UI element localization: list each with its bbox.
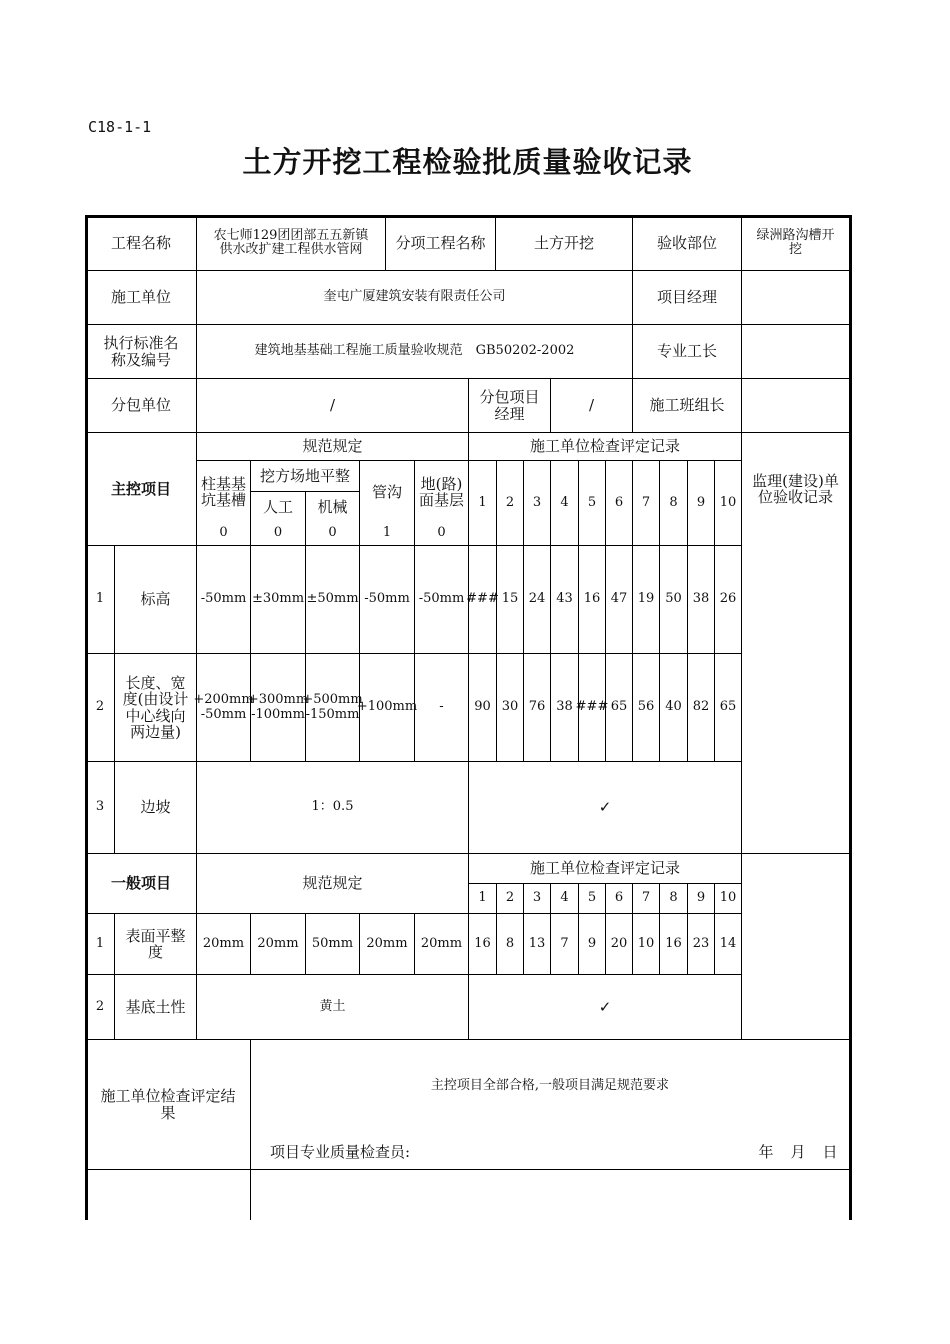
check-value: 14 <box>719 935 737 951</box>
spec-value: 20mm <box>202 935 245 951</box>
check-value: 8 <box>505 935 515 951</box>
check-value: 76 <box>528 699 546 715</box>
check-number: 7 <box>641 890 651 906</box>
contractor-value: 奎屯广厦建筑安装有限责任公司 <box>323 289 506 305</box>
sub-pm-label <box>469 379 550 432</box>
check-value: 30 <box>501 699 519 715</box>
check-number: 6 <box>614 890 624 906</box>
check-number: 9 <box>696 890 706 906</box>
check-number: 2 <box>505 890 515 906</box>
check-value: 20 <box>610 935 628 951</box>
row-number: 2 <box>95 699 105 715</box>
check-value: 38 <box>556 699 573 715</box>
date-month: 月 <box>790 1142 806 1161</box>
check-number: 10 <box>719 890 737 906</box>
check-value: 65 <box>719 699 737 715</box>
spec-value: -50mm <box>364 591 410 607</box>
check-value: 13 <box>528 935 546 951</box>
grid-line <box>86 1169 850 1170</box>
check-value: 56 <box>637 699 655 715</box>
slope-check-mark: ✓ <box>598 798 612 817</box>
team-leader-label: 施工班组长 <box>649 396 725 415</box>
page-title: 土方开挖工程检验批质量验收记录 <box>242 145 693 179</box>
row-number: 3 <box>95 799 105 815</box>
col-manual-label: 人工 <box>262 497 293 516</box>
col-pit-value: 0 <box>219 524 228 540</box>
col-ground-line: 面基层 <box>418 491 464 509</box>
general-spec-label: 规范规定 <box>302 874 363 893</box>
col-pit-line: 坑基槽 <box>200 491 246 509</box>
item-name-line: 度 <box>147 943 163 961</box>
spec-value <box>247 654 309 761</box>
project-name-label: 工程名称 <box>110 233 171 252</box>
conclusion-label <box>86 1040 250 1169</box>
item-name-line: 长度、宽 <box>125 673 186 692</box>
general-check-record-label: 施工单位检查评定记录 <box>529 859 680 878</box>
main-check-record-label: 施工单位检查评定记录 <box>529 437 680 456</box>
item-name: 边坡 <box>140 798 171 817</box>
row-number: 2 <box>95 998 105 1014</box>
check-value: 43 <box>556 591 573 607</box>
spec-value: +100mm <box>356 699 418 715</box>
check-value: 10 <box>637 935 655 951</box>
check-number: 3 <box>532 890 542 906</box>
col-manual-value: 0 <box>273 524 283 540</box>
check-value: 24 <box>528 591 546 607</box>
check-number: 10 <box>719 494 737 510</box>
supervision-label <box>742 433 849 545</box>
soil-spec: 黄土 <box>319 998 346 1014</box>
check-value: 19 <box>637 591 655 607</box>
general-section-label: 一般项目 <box>110 874 171 893</box>
row-number: 1 <box>95 591 105 607</box>
spec-line: -50mm <box>200 706 247 722</box>
check-number: 5 <box>587 494 597 510</box>
check-number: 8 <box>669 494 678 510</box>
sub-pm-value: / <box>588 396 595 415</box>
date-day: 日 <box>822 1142 838 1161</box>
spec-value: -50mm <box>418 591 465 607</box>
conclusion-label-line: 施工单位检查评定结 <box>100 1087 236 1105</box>
check-number: 1 <box>478 890 487 906</box>
foreman-label: 专业工长 <box>656 342 717 361</box>
check-number: 2 <box>505 494 515 510</box>
check-value: ### <box>466 591 499 607</box>
supervision-label-line: 监理(建设)单 <box>752 471 839 490</box>
check-number: 4 <box>560 890 569 906</box>
check-number: 8 <box>669 890 678 906</box>
project-name-value <box>197 216 385 270</box>
sub-pm-label-line: 分包项目 <box>479 388 540 406</box>
col-pit-label <box>197 472 250 512</box>
spec-value <box>193 654 254 761</box>
col-site-label: 挖方场地平整 <box>259 466 350 485</box>
spec-value: ±30mm <box>251 591 305 607</box>
main-section-label: 主控项目 <box>110 479 171 498</box>
item-name <box>115 914 196 974</box>
standard-label-line: 称及编号 <box>110 350 171 369</box>
item-name-line: 两边量) <box>130 723 181 741</box>
item-name: 标高 <box>140 590 171 609</box>
date-year: 年 <box>758 1142 774 1161</box>
spec-value: -50mm <box>200 591 247 607</box>
item-name-line: 中心线向 <box>125 706 186 725</box>
conclusion-label-line: 果 <box>160 1103 176 1122</box>
spec-value: 20mm <box>257 935 299 951</box>
check-value: 16 <box>583 591 601 607</box>
check-value: 50 <box>665 591 682 607</box>
acceptance-part-line: 挖 <box>788 242 802 257</box>
spec-value <box>302 654 363 761</box>
standard-label-line: 执行标准名 <box>103 334 179 352</box>
check-value: 7 <box>560 935 569 951</box>
sub-project-label: 分项工程名称 <box>395 233 486 252</box>
project-manager-label: 项目经理 <box>656 288 717 307</box>
acceptance-part-label: 验收部位 <box>656 233 717 252</box>
col-ground-value: 0 <box>437 524 446 540</box>
row-number: 1 <box>95 935 105 951</box>
spec-value: 20mm <box>366 935 408 951</box>
spec-value: ±50mm <box>306 591 359 607</box>
check-number: 5 <box>587 890 597 906</box>
spec-line: -150mm <box>305 706 360 722</box>
project-name-line: 农七师129团团部五五新镇 <box>213 227 369 243</box>
spec-value: 20mm <box>420 935 463 951</box>
standard-value: 建筑地基基础工程施工质量验收规范 GB50202-2002 <box>254 343 575 359</box>
check-value: 23 <box>692 935 710 951</box>
soil-check-mark: ✓ <box>598 997 612 1016</box>
main-spec-label: 规范规定 <box>302 437 363 456</box>
check-value: ### <box>575 699 609 715</box>
check-value: 65 <box>610 699 628 715</box>
standard-label <box>86 325 196 378</box>
document-code: C18-1-1 <box>88 118 152 136</box>
col-machine-value: 0 <box>328 524 337 540</box>
spec-line: -100mm <box>251 706 305 722</box>
grid-line <box>250 1039 251 1220</box>
check-value: 47 <box>610 591 628 607</box>
spec-value: 50mm <box>311 935 354 951</box>
col-trench-label: 管沟 <box>371 482 402 501</box>
check-value: 82 <box>692 699 710 715</box>
check-value: 90 <box>474 699 491 715</box>
check-number: 9 <box>696 494 706 510</box>
conclusion-text: 主控项目全部合格,一般项目满足规范要求 <box>430 1077 670 1093</box>
subcontractor-label: 分包单位 <box>110 396 171 415</box>
check-number: 7 <box>641 494 651 510</box>
col-ground-line: 地(路) <box>420 474 463 493</box>
subcontractor-value: / <box>329 396 336 415</box>
supervision-label-line: 位验收记录 <box>757 488 833 506</box>
item-name: 基底土性 <box>125 997 186 1016</box>
item-name-line: 表面平整 <box>125 926 186 945</box>
project-name-line: 供水改扩建工程供水管网 <box>219 242 363 257</box>
col-machine-label: 机械 <box>317 497 348 516</box>
check-value: 15 <box>501 591 519 607</box>
check-value: 38 <box>692 591 710 607</box>
item-name-line: 度(由设计 <box>122 690 189 708</box>
sub-pm-label-line: 经理 <box>494 404 525 423</box>
check-value: 16 <box>665 935 682 951</box>
slope-spec: 1：0.5 <box>311 799 354 815</box>
check-number: 4 <box>560 494 569 510</box>
acceptance-part-line: 绿洲路沟槽开 <box>756 227 835 243</box>
check-value: 16 <box>474 935 491 951</box>
grid-line <box>741 853 742 1039</box>
spec-line: +300mm <box>247 692 309 708</box>
spec-line: +200mm <box>193 692 254 708</box>
check-number: 6 <box>614 494 624 510</box>
check-number: 3 <box>532 494 542 510</box>
col-trench-value: 1 <box>382 524 392 540</box>
table-border-right <box>849 215 852 1220</box>
spec-line: +500mm <box>302 692 363 708</box>
inspector-label: 项目专业质量检查员: <box>270 1142 411 1161</box>
contractor-label: 施工单位 <box>110 288 171 307</box>
col-pit-line: 柱基基 <box>200 474 246 493</box>
check-value: 9 <box>587 935 597 951</box>
check-value: 40 <box>665 699 682 715</box>
sub-project-value: 土方开挖 <box>533 233 594 252</box>
check-value: 26 <box>719 591 737 607</box>
col-ground-label <box>415 472 468 512</box>
check-number: 1 <box>478 494 487 510</box>
item-name <box>115 654 196 761</box>
acceptance-part-value <box>742 216 849 270</box>
spec-value: - <box>439 699 444 715</box>
